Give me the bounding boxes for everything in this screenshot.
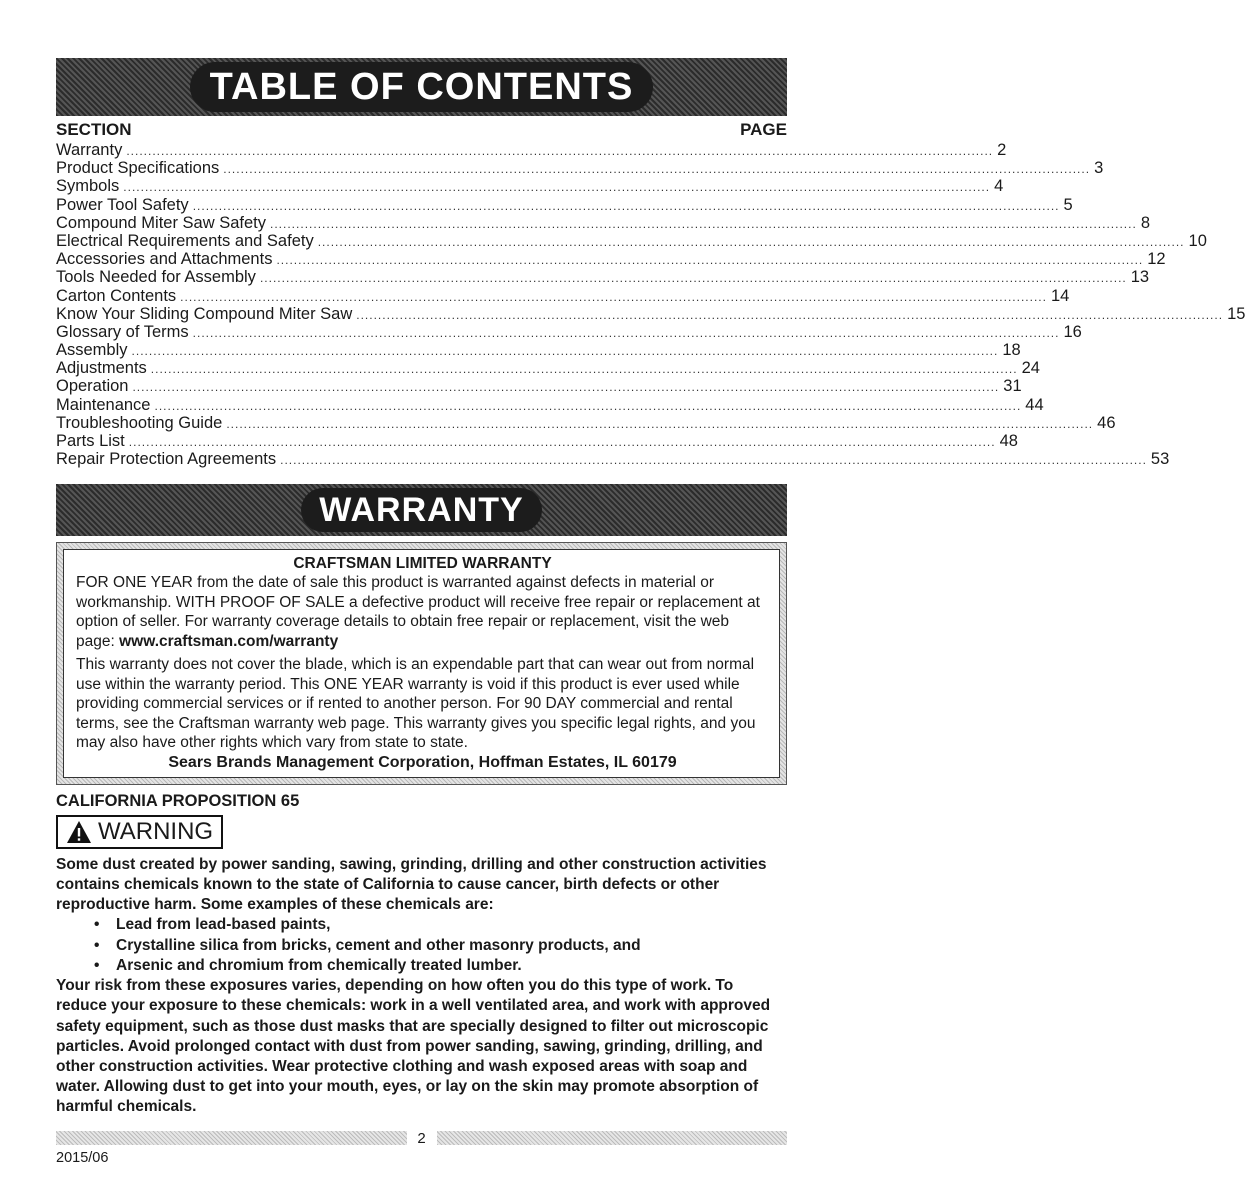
toc-entry-title: Warranty xyxy=(56,141,123,159)
toc-entry xyxy=(56,432,1018,450)
toc-leader-dots: ........................................................................................................................................................................................................ xyxy=(280,453,1147,468)
warranty-signature: Sears Brands Management Corporation, Hoffman Estates, IL 60179 xyxy=(168,753,677,771)
toc-leader-dots: ........................................................................................................................................................................................................ xyxy=(126,144,994,158)
toc-entry-title: Troubleshooting Guide xyxy=(56,413,223,432)
toc-entry-title: Product Specifications xyxy=(56,159,220,178)
toc-leader-dots: ........................................................................................................................................................................................................ xyxy=(154,398,1022,413)
toc-leader-dots: ........................................................................................................................................................................................................ xyxy=(356,307,1224,322)
warranty-banner-title: WARRANTY xyxy=(301,488,541,532)
toc-entry-page: 10 xyxy=(1188,231,1207,250)
footer-bar xyxy=(56,1130,787,1146)
warranty-paragraph-1 xyxy=(76,573,769,651)
toc-entry-title: Symbols xyxy=(56,177,120,196)
toc-entry xyxy=(56,177,1004,196)
toc-entry-page: 53 xyxy=(1150,450,1170,469)
toc-entry xyxy=(56,413,1116,432)
toc-entry-page: 46 xyxy=(1097,413,1116,432)
toc-entry-page: 5 xyxy=(1063,195,1073,214)
toc-entry-title: Glossary of Terms xyxy=(56,322,189,341)
toc-list xyxy=(56,141,1245,469)
toc-entry-title: Electrical Requirements and Safety xyxy=(56,231,314,250)
warranty-box-title: CRAFTSMAN LIMITED WARRANTY xyxy=(293,555,552,573)
toc-entry-title: Adjustments xyxy=(56,359,147,378)
page-number: 2 xyxy=(417,1129,426,1147)
toc-entry-title: Carton Contents xyxy=(56,286,177,305)
toc-leader-dots: ........................................................................................................................................................................................................ xyxy=(223,162,1091,177)
toc-entry-page: 8 xyxy=(1140,213,1150,232)
toc-entry-title: Compound Miter Saw Safety xyxy=(56,213,267,232)
toc-section-header: SECTION xyxy=(56,120,132,139)
toc-entry-page: 2 xyxy=(997,141,1007,159)
toc-entry-page: 4 xyxy=(994,177,1004,196)
prop65-outro: Your risk from these exposures varies, depending on how often you do this type of work. To reduce your exposure to these chemicals: work in a well ventilated area, and work with approved safety equipment, such as those dust masks that are specially designed to filter out microscopic particles. Avoid prolonged contact with dust from power sanding, sawing, grinding, drilling, and other construction activities. Wear protective clothing and wash exposed areas with soap and water. Allowing dust to get into your mouth, eyes, or lay on the skin may promote absorption of harmful chemicals. xyxy=(56,977,771,1116)
toc-leader-dots: ........................................................................................................................................................................................................ xyxy=(276,253,1144,268)
toc-entry-title: Repair Protection Agreements xyxy=(56,450,277,469)
warranty-box-content xyxy=(63,549,780,778)
toc-leader-dots: ........................................................................................................................................................................................................ xyxy=(180,289,1047,304)
toc-entry xyxy=(56,250,1166,269)
warning-triangle-icon xyxy=(66,820,92,844)
footer-rule-left xyxy=(56,1131,407,1145)
toc-entry-title: Know Your Sliding Compound Miter Saw xyxy=(56,304,353,323)
toc-entry xyxy=(56,159,1104,178)
warranty-box xyxy=(56,542,787,785)
toc-entry xyxy=(56,268,1150,287)
prop65-chemical-item: • Arsenic and chromium from chemically treated lumber. xyxy=(94,956,787,976)
prop65-chemical-item: • Lead from lead-based paints, xyxy=(94,915,787,935)
toc-leader-dots: ........................................................................................................................................................................................................ xyxy=(150,362,1018,377)
toc-entry-page: 24 xyxy=(1021,359,1040,378)
toc-entry-page: 12 xyxy=(1147,250,1166,269)
toc-entry-page: 18 xyxy=(1002,341,1021,360)
toc-entry xyxy=(56,213,1150,232)
toc-leader-dots: ........................................................................................................................................................................................................ xyxy=(192,325,1060,340)
toc-leader-dots: ........................................................................................................................................................................................................ xyxy=(270,216,1137,231)
toc-entry-page: 48 xyxy=(999,432,1018,450)
toc-entry-page: 14 xyxy=(1050,286,1070,305)
toc-leader-dots: ........................................................................................................................................................................................................ xyxy=(128,435,996,449)
warranty-url-link[interactable]: www.craftsman.com/warranty xyxy=(119,632,339,650)
toc-entry xyxy=(56,322,1082,341)
prop65-chemical-item: • Crystalline silica from bricks, cement and other masonry products, and xyxy=(94,936,787,956)
toc-banner xyxy=(56,58,787,116)
toc-banner-title: TABLE OF CONTENTS xyxy=(190,62,654,112)
warranty-paragraph-1-text: FOR ONE YEAR from the date of sale this product is warranted against defects in material or workmanship. WITH PROOF OF SALE a defective product will receive free repair or replacement at option of seller. For warranty coverage details to obtain free repair or replacement, visit the web page: xyxy=(76,574,760,650)
toc-entry-page: 3 xyxy=(1094,159,1104,178)
toc-entry-page: 16 xyxy=(1063,322,1082,341)
toc-entry-title: Maintenance xyxy=(56,395,151,414)
toc-leader-dots: ........................................................................................................................................................................................................ xyxy=(123,180,991,195)
toc-entry-title: Parts List xyxy=(56,432,125,450)
prop65-intro: Some dust created by power sanding, sawing, grinding, drilling and other construction activities contains chemicals known to the state of California to cause cancer, birth defects or other reproductive harm. Some examples of these chemicals are: xyxy=(56,855,767,914)
date-code: 2015/06 xyxy=(56,1150,109,1166)
toc-entry-title: Power Tool Safety xyxy=(56,195,189,214)
toc-leader-dots: ........................................................................................................................................................................................................ xyxy=(259,271,1127,286)
toc-entry-title: Assembly xyxy=(56,341,128,360)
toc-entry xyxy=(56,304,1245,323)
toc-entry-page: 15 xyxy=(1227,304,1245,323)
toc-entry xyxy=(56,231,1207,250)
toc-leader-dots: ........................................................................................................................................................................................................ xyxy=(192,198,1060,213)
toc-entry xyxy=(56,195,1073,214)
warranty-paragraph-2: This warranty does not cover the blade, which is an expendable part that can wear out from normal use within the warranty period. This ONE YEAR warranty is void if this product is ever used while providing commercial services or if rented to another person. For 90 DAY commercial and rental terms, see the Craftsman warranty web page. This warranty gives you specific legal rights, and you may also have other rights which vary from state to state. xyxy=(76,656,756,752)
toc-entry-title: Operation xyxy=(56,377,129,396)
prop65-title: CALIFORNIA PROPOSITION 65 xyxy=(56,791,300,810)
toc-entry-page: 13 xyxy=(1130,268,1150,287)
toc-leader-dots: ........................................................................................................................................................................................................ xyxy=(131,344,999,359)
toc-leader-dots: ........................................................................................................................................................................................................ xyxy=(132,380,1000,395)
toc-leader-dots: ........................................................................................................................................................................................................ xyxy=(317,234,1185,249)
toc-entry xyxy=(56,286,1070,305)
toc-entry xyxy=(56,359,1040,378)
warning-badge xyxy=(56,815,223,849)
toc-entry xyxy=(56,395,1044,414)
warranty-banner xyxy=(56,484,787,536)
toc-entry xyxy=(56,377,1022,396)
toc-entry xyxy=(56,341,1021,360)
prop65-chemical-list xyxy=(56,915,787,976)
toc-entry-title: Accessories and Attachments xyxy=(56,250,273,269)
toc-entry xyxy=(56,141,1007,159)
toc-entry-page: 31 xyxy=(1003,377,1022,396)
toc-entry-title: Tools Needed for Assembly xyxy=(56,268,256,287)
toc-leader-dots: ........................................................................................................................................................................................................ xyxy=(226,416,1094,431)
footer-rule-right xyxy=(437,1131,788,1145)
manual-page xyxy=(56,58,1245,1118)
toc-page-header: PAGE xyxy=(740,120,787,139)
warning-badge-label: WARNING xyxy=(98,817,214,845)
toc-entry xyxy=(56,450,1170,469)
toc-entry-page: 44 xyxy=(1025,395,1044,414)
toc-header-row xyxy=(56,120,787,141)
